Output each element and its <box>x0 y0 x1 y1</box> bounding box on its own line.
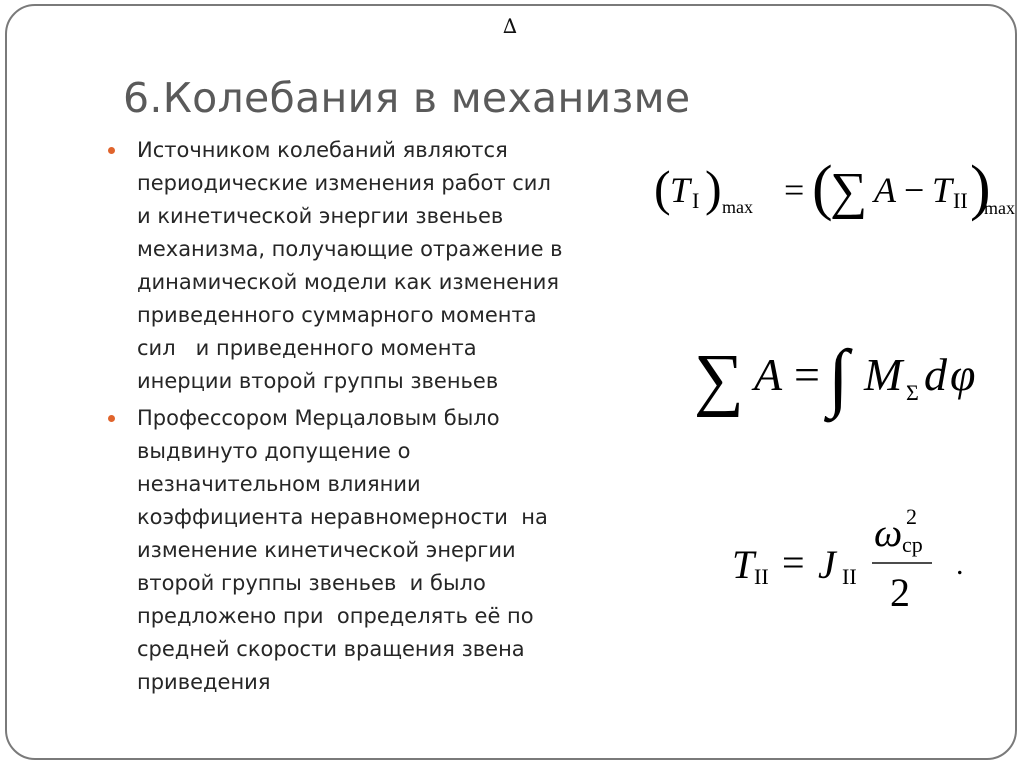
formula-1-max2: max <box>984 198 1015 218</box>
formula-2-d: d <box>924 349 947 400</box>
text-line: сил и приведенного момента <box>137 336 477 360</box>
formula-3-svg <box>730 500 980 620</box>
formula-1-lparen: ( <box>654 160 671 216</box>
formula-2-sub-sigma: Σ <box>906 380 919 405</box>
formula-2-equals: = <box>794 349 820 400</box>
formula-1-sum-icon: ∑ <box>830 163 868 220</box>
slide-title: 6.Колебания в механизме <box>123 74 691 122</box>
formula-1-sub-II: II <box>953 188 968 213</box>
formula-2-M: M <box>864 349 903 400</box>
text-line: динамической модели как изменения <box>137 270 560 294</box>
formula-1-equals: = <box>784 170 805 210</box>
text-line: второй группы звеньев и было <box>137 571 486 595</box>
formula-1-T: T <box>670 170 691 210</box>
text-line: коэффициента неравномерности на <box>137 505 548 529</box>
formula-1-max: max <box>722 197 753 217</box>
formula-1-big-rparen: ) <box>970 154 991 222</box>
formula-1-rparen: ) <box>705 160 722 216</box>
formula-2-svg <box>690 330 1000 420</box>
text-line: периодические изменения работ сил <box>137 171 551 195</box>
formula-3-J: J <box>818 542 836 587</box>
bullet-item-2 <box>108 402 648 699</box>
bullet-list <box>108 134 648 703</box>
bullet-dot-icon <box>108 147 115 154</box>
formula-3-sub-II2: II <box>842 564 857 589</box>
formula-1-sub-I: I <box>692 188 700 213</box>
formula-1-A: A <box>874 170 896 210</box>
formula-2-integral-icon: ∫ <box>828 335 849 419</box>
formula-3-sup-2: 2 <box>906 504 917 529</box>
formula-3-T: T <box>732 542 755 587</box>
formula-kinetic-energy-max <box>650 150 1020 235</box>
formula-3-omega: ω <box>874 510 903 555</box>
text-line: изменение кинетической энергии <box>137 538 516 562</box>
formula-work-integral <box>690 330 1000 425</box>
text-line: незначительном влиянии <box>137 472 421 496</box>
formula-kinetic-energy-second-group <box>730 500 980 625</box>
text-line: приведенного суммарного момента <box>137 303 537 327</box>
text-line: Профессором Мерцаловым было <box>137 406 500 430</box>
text-line: выдвинуто допущение о <box>137 439 411 463</box>
formula-1-svg <box>650 150 1020 230</box>
formula-1-big-lparen: ( <box>812 154 833 222</box>
text-line: механизма, получающие отражение в <box>137 237 563 261</box>
text-line: Источником колебаний являются <box>137 138 508 162</box>
formula-1-minus: − <box>904 170 925 210</box>
formula-3-dot: . <box>956 548 964 581</box>
formula-2-phi: φ <box>950 349 976 400</box>
text-line: средней скорости вращения звена <box>137 637 525 661</box>
formula-1-T2: T <box>932 170 953 210</box>
formula-3-sub-cp: ср <box>902 532 923 557</box>
bullet-item-1 <box>108 134 648 398</box>
text-line: и кинетической энергии звеньев <box>137 204 504 228</box>
text-line: инерции второй группы звеньев <box>137 369 499 393</box>
formula-3-equals: = <box>782 540 805 585</box>
formula-3-sub-II: II <box>754 564 769 589</box>
text-line: предложено при определять её по <box>137 604 534 628</box>
formula-2-A: A <box>754 349 783 400</box>
text-line: приведения <box>137 670 271 694</box>
formula-2-sum-icon: ∑ <box>694 341 744 418</box>
bullet-dot-icon <box>108 415 115 422</box>
delta-symbol: ∆ <box>503 14 517 38</box>
formula-3-denominator: 2 <box>890 570 910 615</box>
